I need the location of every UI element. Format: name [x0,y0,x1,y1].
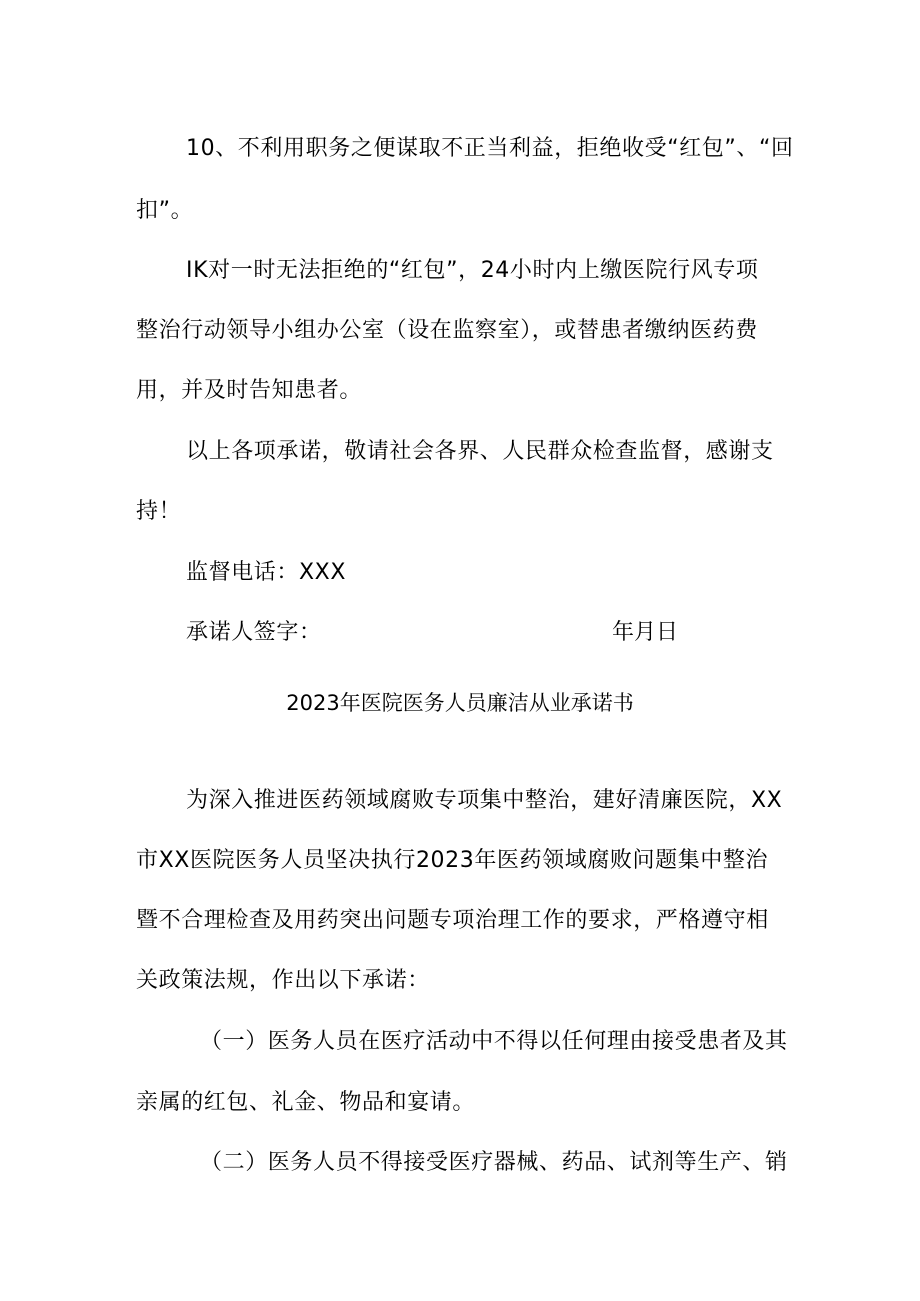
item-11-line-2: 整治行动领导小组办公室（设在监察室），或替患者缴纳医药费 [136,318,758,343]
intro-line-2: 市XX医院医务人员坚决执行2023年医药领域腐败问题集中整治 [136,848,769,873]
item-11-line-3: 用，并及时告知患者。 [136,378,363,403]
item-10-line-2: 扣”。 [136,198,194,223]
intro-line-4: 关政策法规，作出以下承诺： [136,968,430,993]
closing-line-1: 以上各项承诺，敬请社会各界、人民群众检查监督，感谢支 [186,439,774,464]
signature-label: 承诺人签字： [186,620,322,645]
item-1-line-1: （一）医务人员在医疗活动中不得以任何理由接受患者及其 [200,1029,788,1054]
closing-line-2: 持！ [136,499,182,524]
supervision-phone: 监督电话：XXX [186,560,347,585]
item-1-line-2: 亲属的红包、礼金、物品和宴请。 [136,1090,476,1115]
intro-line-1: 为深入推进医药领域腐败专项集中整治，建好清廉医院，XX [186,788,783,813]
item-10-line-1: 10、不利用职务之便谋取不正当利益，拒绝收受“红包”、“回 [186,136,794,161]
date-label: 年月日 [612,620,679,645]
document-title: 2023年医院医务人员廉洁从业承诺书 [286,691,634,715]
intro-line-3: 暨不合理检查及用药突出问题专项治理工作的要求，严格遵守相 [136,908,769,933]
item-11-line-1: IK对一时无法拒绝的“红包”，24小时内上缴医院行风专项 [186,258,759,283]
item-2-line-1: （二）医务人员不得接受医疗器械、药品、试剂等生产、销 [200,1150,788,1175]
